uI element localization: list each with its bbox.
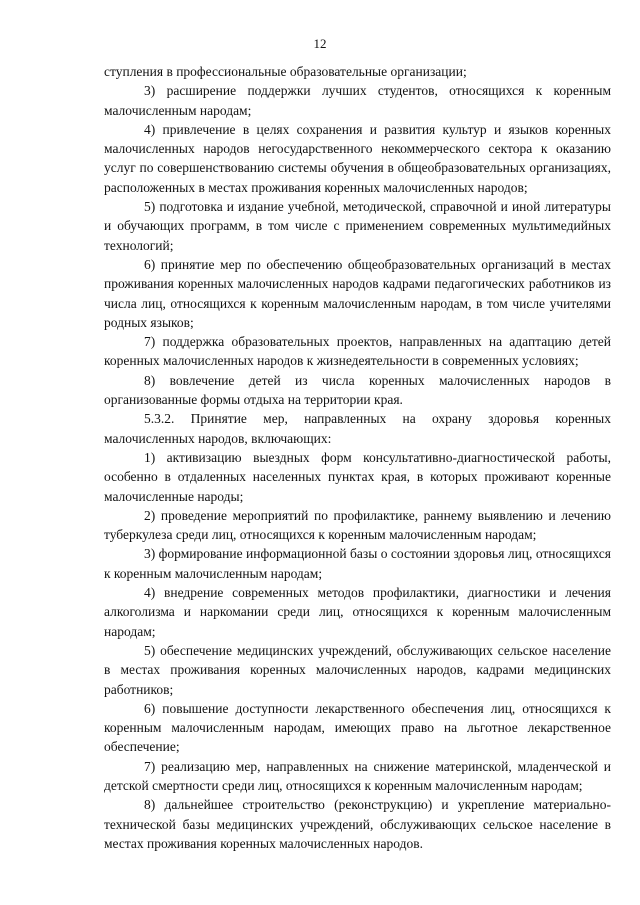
health-item-5-medical-staff: 5) обеспечение медицинских учреждений, обслуживающих сельское население в местах проживания коренных малочисленных народов, кадрами медицинских работников; [104, 642, 611, 697]
list-item-6-teaching-staff: 6) принятие мер по обеспечению общеобразовательных организаций в местах проживания коренных малочисленных народов кадрами педагогических работников из числа лиц, относящихся к коренным малочисленным народам, в том числе учителями родных языков; [104, 256, 611, 330]
health-item-2-tuberculosis: 2) проведение мероприятий по профилактике, раннему выявлению и лечению туберкулеза среди лиц, относящихся к коренным малочисленным народам; [104, 507, 611, 543]
list-item-7-educational-projects: 7) поддержка образовательных проектов, направленных на адаптацию детей коренных малочисленных народов к жизнедеятельности в современных условиях; [104, 334, 611, 369]
list-item-4-nonprofit-sector: 4) привлечение в целях сохранения и развития культур и языков коренных малочисленных народов негосударственного некоммерческого сектора к оказанию услуг по совершенствованию системы обучения в общеобразовательных организациях, расположенных в местах проживания коренных малочисленных народов; [104, 121, 611, 195]
document-body [104, 62, 611, 853]
page-number: 12 [313, 36, 327, 51]
health-item-3-database: 3) формирование информационной базы о состоянии здоровья лиц, относящихся к коренным малочисленным народам; [104, 546, 611, 581]
list-item-5-literature: 5) подготовка и издание учебной, методической, справочной и иной литературы и обучающих программ, в том числе с применением современных мультимедийных технологий; [104, 199, 611, 253]
health-item-8-construction: 8) дальнейшее строительство (реконструкцию) и укрепление материально-технической базы медицинских учреждений, обслуживающих сельское население в местах проживания коренных малочисленных народов. [104, 797, 611, 851]
section-5-3-2-heading: 5.3.2. Принятие мер, направленных на охрану здоровья коренных малочисленных народов, включающих: [104, 411, 611, 446]
health-item-1-diagnostics: 1) активизацию выездных форм консультативно-диагностической работы, особенно в отдаленных населенных пунктах края, в которых проживают коренные малочисленные народы; [104, 449, 611, 504]
health-item-4-addiction: 4) внедрение современных методов профилактики, диагностики и лечения алкоголизма и наркомании среди лиц, относящихся к коренным малочисленным народам; [104, 585, 611, 639]
list-item-3-students-support: 3) расширение поддержки лучших студентов, относящихся к коренным малочисленным народам; [104, 83, 611, 118]
health-item-7-mortality: 7) реализацию мер, направленных на снижение материнской, младенческой и детской смертности среди лиц, относящихся к коренным малочисленным народам; [104, 758, 611, 793]
list-item-8-children-leisure: 8) вовлечение детей из числа коренных малочисленных народов в организованные формы отдыха на территории края. [104, 372, 611, 408]
health-item-6-medicines: 6) повышение доступности лекарственного обеспечения лиц, относящихся к коренным малочисленным народам, имеющих право на льготное лекарственное обеспечение; [104, 700, 611, 755]
paragraph-continuation: ступления в профессиональные образовательные организации; [104, 64, 467, 79]
